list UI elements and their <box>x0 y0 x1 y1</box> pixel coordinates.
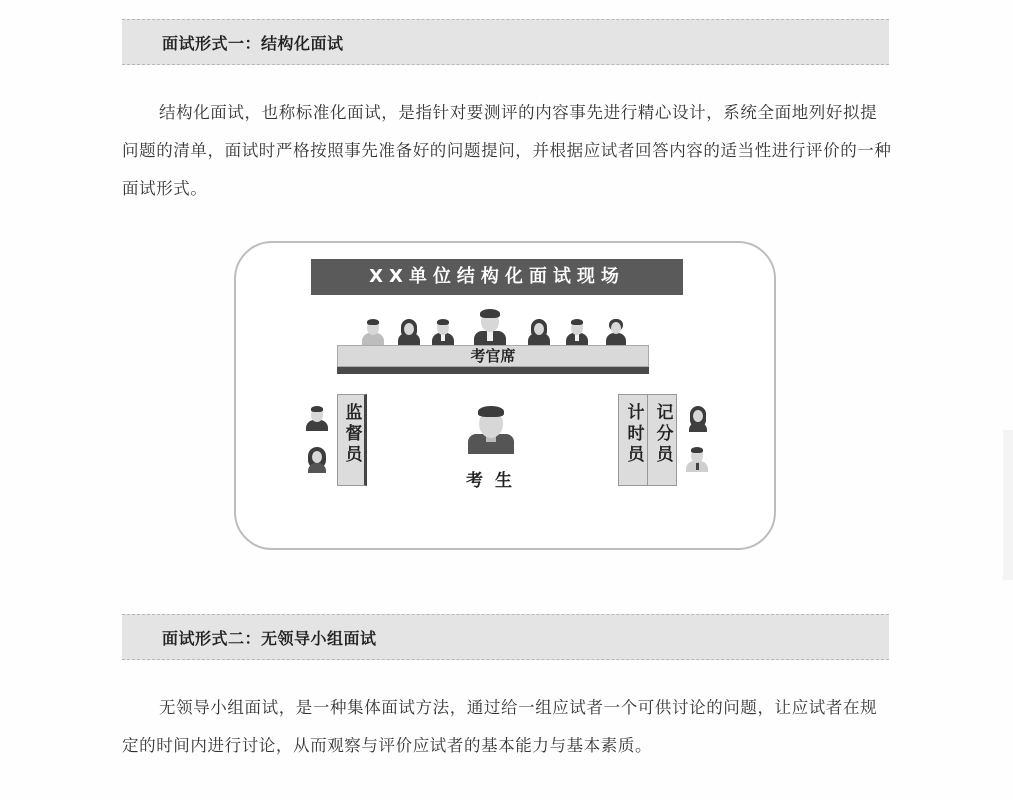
timekeeper-panel <box>618 394 648 486</box>
timekeeper-label: 计时员 <box>623 403 644 466</box>
interview-scene-diagram <box>234 241 776 550</box>
candidate-label: 考生 <box>466 471 524 491</box>
section-title-1: 面试形式一：结构化面试 <box>162 34 344 53</box>
section-header-2 <box>122 614 889 660</box>
section-paragraph-2: 无领导小组面试，是一种集体面试方法，通过给一组应试者一个可供讨论的问题，让应试者在规定的时间内进行讨论，从而观察与评价应试者的基本能力与基本素质。 <box>122 698 878 755</box>
scorer-label: 记分员 <box>652 403 673 466</box>
section-title-2: 面试形式二：无领导小组面试 <box>162 629 377 648</box>
examiner-desk-label: 考官席 <box>337 345 649 367</box>
section-header-1 <box>122 19 889 65</box>
supervisor-label: 监督员 <box>341 403 362 466</box>
diagram-title: XX单位结构化面试现场 <box>311 259 683 295</box>
section-paragraph-1: 结构化面试，也称标准化面试，是指针对要测评的内容事先进行精心设计，系统全面地列好拟提问题的清单，面试时严格按照事先准备好的问题提问，并根据应试者回答内容的适当性进行评价的一种面试形式。 <box>122 103 892 198</box>
supervisor-panel <box>337 394 367 486</box>
scrollbar[interactable] <box>1003 430 1013 580</box>
scorer-panel <box>647 394 677 486</box>
examiner-desk <box>337 345 649 376</box>
